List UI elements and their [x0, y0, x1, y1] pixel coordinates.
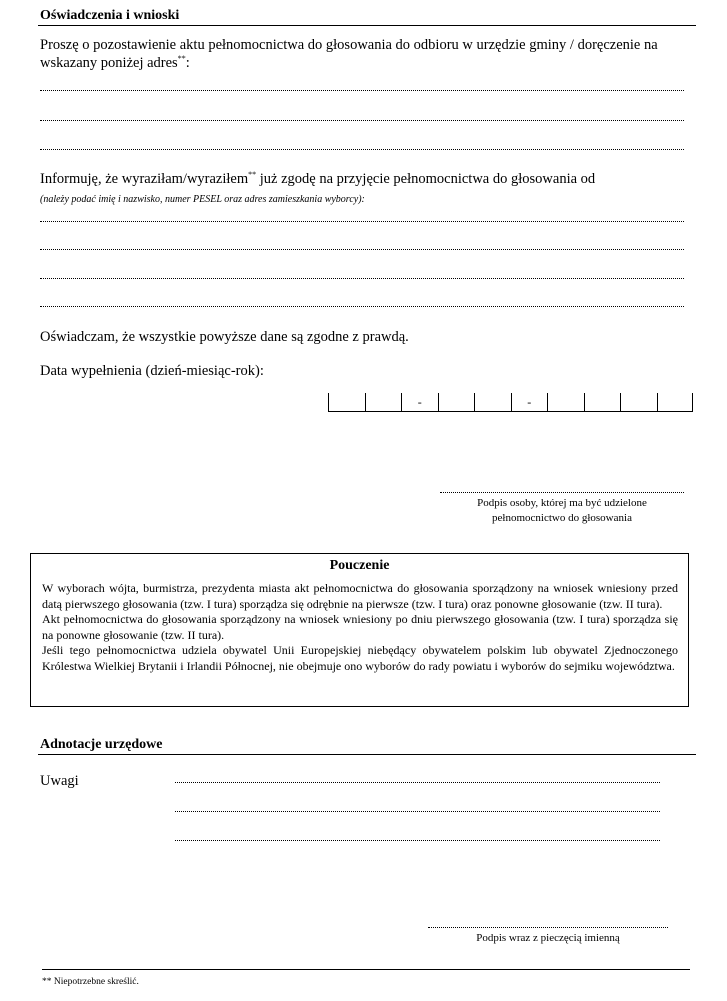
remarks-line-3[interactable]	[175, 840, 660, 841]
notice-body	[42, 581, 678, 674]
date-year-digit-4[interactable]	[657, 393, 694, 411]
date-input-grid[interactable]	[328, 393, 693, 412]
date-separator-cell-1	[401, 393, 438, 411]
consent-text-a: Informuję, że wyraziłam/wyraziłem	[40, 171, 249, 187]
date-separator-1: -	[417, 395, 422, 409]
voter-line-4[interactable]	[40, 306, 684, 307]
date-month-digit-2[interactable]	[474, 393, 511, 411]
request-footnote-mark: **	[177, 54, 186, 64]
address-line-1[interactable]	[40, 90, 684, 91]
notice-paragraph-2: Akt pełnomocnictwa do głosowania sporządzony na wniosek wniesiony po dniu pierwszego głosowania (tzw. I tura) sporządza się na ponowne głosowanie (tzw. II tura).	[42, 612, 678, 642]
voter-line-1[interactable]	[40, 221, 684, 222]
official-signature-line[interactable]	[428, 927, 668, 928]
section-title-rule	[38, 25, 696, 26]
date-month-digit-1[interactable]	[438, 393, 475, 411]
request-text	[40, 36, 690, 72]
notice-title: Pouczenie	[329, 558, 390, 573]
remarks-label: Uwagi	[40, 773, 79, 789]
section-title-official: Adnotacje urzędowe	[40, 737, 163, 752]
address-line-3[interactable]	[40, 149, 684, 150]
notice-paragraph-1: W wyborach wójta, burmistrza, prezydenta miasta akt pełnomocnictwa do głosowania sporządzony na wniosek wniesiony przed datą pierwszego głosowania (tzw. I tura) sporządza się odrębnie na pierwsze (tzw. I tura) oraz ponowne głosowanie (tzw. II tura).	[42, 581, 678, 611]
date-day-digit-2[interactable]	[365, 393, 402, 411]
notice-paragraph-3: Jeśli tego pełnomocnictwa udziela obywatel Unii Europejskiej niebędący obywatelem polskim lub obywatel Zjednoczonego Królestwa Wielkiej Brytanii i Irlandii Północnej, nie obejmuje ono wyborów do rady powiatu i wyborów do sejmiku województwa.	[42, 643, 678, 673]
section-title-official-rule	[38, 754, 696, 755]
notice-box	[30, 553, 689, 707]
date-year-digit-2[interactable]	[584, 393, 621, 411]
date-day-digit-1[interactable]	[328, 393, 365, 411]
consent-hint: (należy podać imię i nazwisko, numer PESEL oraz adres zamieszkania wyborcy):	[40, 194, 365, 205]
footer-rule	[42, 969, 690, 970]
signature-line[interactable]	[440, 492, 684, 493]
consent-text-b: już zgodę na przyjęcie pełnomocnictwa do głosowania od	[256, 171, 596, 187]
consent-footnote-mark: **	[248, 170, 257, 180]
remarks-line-1[interactable]	[175, 782, 660, 783]
date-label: Data wypełnienia (dzień-miesiąc-rok):	[40, 363, 264, 379]
request-colon: :	[185, 55, 190, 72]
signature-caption-2: pełnomocnictwo do głosowania	[492, 512, 632, 524]
declaration-text: Oświadczam, że wszystkie powyższe dane są zgodne z prawdą.	[40, 329, 409, 345]
official-signature-caption: Podpis wraz z pieczęcią imienną	[476, 932, 620, 944]
date-year-digit-3[interactable]	[620, 393, 657, 411]
address-line-2[interactable]	[40, 120, 684, 121]
section-title-statements: Oświadczenia i wnioski	[40, 8, 180, 23]
date-separator-2: -	[527, 395, 532, 409]
voter-line-3[interactable]	[40, 278, 684, 279]
voter-line-2[interactable]	[40, 249, 684, 250]
date-year-digit-1[interactable]	[547, 393, 584, 411]
footnote: ** Niepotrzebne skreślić.	[42, 977, 139, 987]
consent-text	[40, 170, 700, 188]
signature-caption-1: Podpis osoby, której ma być udzielone	[477, 497, 647, 509]
date-separator-cell-2	[511, 393, 548, 411]
request-text-body: Proszę o pozostawienie aktu pełnomocnictwa do głosowania do odbioru w urzędzie gminy / doręczenie na wskazany poniżej adres	[40, 37, 658, 72]
remarks-line-2[interactable]	[175, 811, 660, 812]
